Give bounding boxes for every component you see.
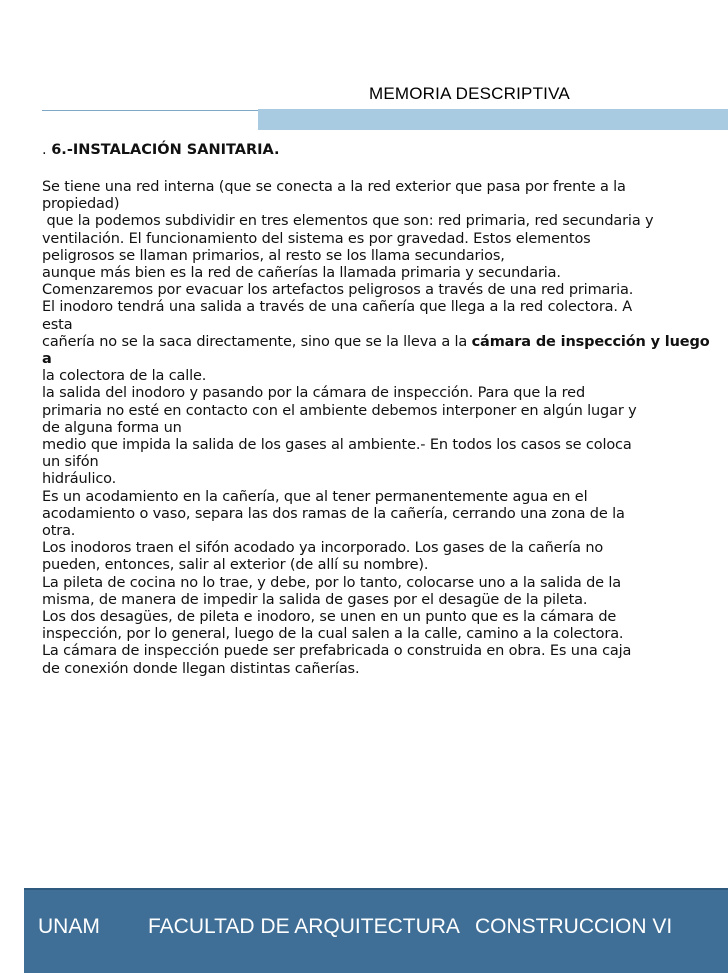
body-line: Es un acodamiento en la cañería, que al tener permanentemente agua en el bbox=[42, 488, 588, 505]
body-line-mixed bbox=[42, 334, 722, 368]
body-line: esta bbox=[42, 316, 73, 333]
section-title: 6.-INSTALACIÓN SANITARIA. bbox=[51, 142, 280, 158]
body-line: Los dos desagües, de pileta e inodoro, se unen en un punto que es la cámara de bbox=[42, 609, 617, 626]
body-line: medio que impida la salida de los gases al ambiente.- En todos los casos se coloca bbox=[42, 437, 632, 454]
body-line: pueden, entonces, salir al exterior (de allí su nombre). bbox=[42, 557, 429, 574]
body-line: hidráulico. bbox=[42, 471, 117, 488]
body-line: acodamiento o vaso, separa las dos ramas de la cañería, cerrando una zona de la bbox=[42, 505, 625, 522]
document-body bbox=[42, 179, 722, 678]
body-line: ventilación. El funcionamiento del sistema es por gravedad. Estos elementos bbox=[42, 230, 591, 247]
body-line: aunque más bien es la red de cañerías la llamada primaria y secundaria. bbox=[42, 265, 561, 282]
footer-university: UNAM bbox=[38, 915, 100, 938]
body-line: La cámara de inspección puede ser prefabricada o construida en obra. Es una caja bbox=[42, 643, 632, 660]
header-rule bbox=[42, 110, 258, 111]
body-line: la salida del inodoro y pasando por la cámara de inspección. Para que la red bbox=[42, 385, 585, 402]
body-line: Los inodoros traen el sifón acodado ya incorporado. Los gases de la cañería no bbox=[42, 540, 604, 557]
emphasis-text: cámara de inspección y luego a bbox=[42, 333, 710, 368]
body-line: de conexión donde llegan distintas cañerías. bbox=[42, 660, 360, 677]
body-line: inspección, por lo general, luego de la cual salen a la calle, camino a la colectora. bbox=[42, 626, 624, 643]
body-line: La pileta de cocina no lo trae, y debe, por lo tanto, colocarse uno a la salida de la bbox=[42, 574, 622, 591]
body-line: Comenzaremos por evacuar los artefactos peligrosos a través de una red primaria. bbox=[42, 282, 634, 299]
section-prefix: . bbox=[42, 142, 52, 158]
footer-banner bbox=[24, 888, 728, 973]
body-line: otra. bbox=[42, 523, 76, 540]
header-title: MEMORIA DESCRIPTIVA bbox=[369, 84, 570, 103]
body-line: que la podemos subdividir en tres elementos que son: red primaria, red secundaria y bbox=[42, 213, 654, 230]
body-line: peligrosos se llaman primarios, al resto se los llama secundarios, bbox=[42, 247, 505, 264]
body-line: El inodoro tendrá una salida a través de una cañería que llega a la red colectora. A bbox=[42, 299, 633, 316]
header-accent-bar bbox=[258, 109, 728, 130]
footer-course: CONSTRUCCION VI bbox=[475, 915, 673, 938]
body-line: un sifón bbox=[42, 454, 99, 471]
body-text-segment: cañería no se la saca directamente, sino que se la lleva a la bbox=[42, 333, 472, 350]
body-line: Se tiene una red interna (que se conecta a la red exterior que pasa por frente a la bbox=[42, 179, 626, 195]
body-line: misma, de manera de impedir la salida de gases por el desagüe de la pileta. bbox=[42, 591, 588, 608]
body-line: la colectora de la calle. bbox=[42, 368, 207, 385]
body-line: de alguna forma un bbox=[42, 419, 182, 436]
body-line: propiedad) bbox=[42, 196, 120, 213]
footer-faculty: FACULTAD DE ARQUITECTURA bbox=[148, 915, 460, 938]
body-line: primaria no esté en contacto con el ambiente debemos interponer en algún lugar y bbox=[42, 402, 637, 419]
section-heading bbox=[42, 142, 280, 158]
